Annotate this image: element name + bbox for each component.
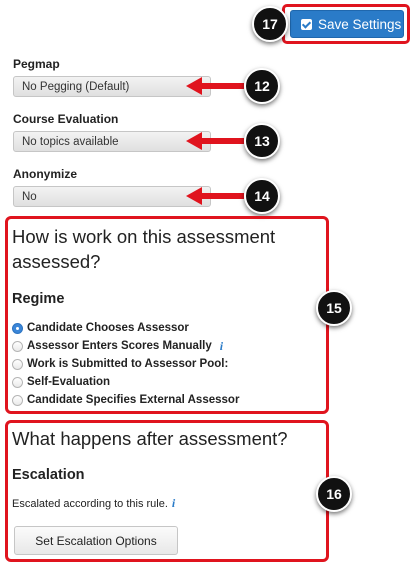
info-icon[interactable]: i (171, 496, 176, 510)
callout-16: 16 (316, 476, 352, 512)
course-evaluation-label: Course Evaluation (13, 112, 119, 126)
set-escalation-options-button[interactable] (14, 526, 178, 555)
course-evaluation-value: No topics available (22, 135, 119, 148)
regime-option-label: Candidate Specifies External Assessor (27, 394, 240, 406)
radio-button[interactable] (12, 377, 23, 388)
radio-button[interactable] (12, 395, 23, 406)
callout-14: 14 (244, 178, 280, 214)
regime-option[interactable] (12, 337, 223, 355)
regime-heading: Regime (12, 291, 65, 307)
callout-12: 12 (244, 68, 280, 104)
radio-button[interactable] (12, 359, 23, 370)
regime-option-label: Self-Evaluation (27, 376, 111, 388)
anonymize-select[interactable] (13, 186, 211, 207)
escalation-text: Escalated according to this rule. (12, 498, 168, 510)
callout-17: 17 (252, 6, 288, 42)
annotation-arrow-13 (186, 132, 244, 150)
escalation-description (12, 496, 175, 511)
pegmap-value: No Pegging (Default) (22, 80, 130, 93)
regime-option[interactable] (12, 355, 228, 373)
escalation-heading: Escalation (12, 467, 85, 483)
set-escalation-options-label: Set Escalation Options (35, 533, 157, 548)
regime-option[interactable] (12, 391, 239, 409)
regime-option[interactable] (12, 319, 189, 337)
info-icon[interactable]: i (219, 338, 224, 353)
regime-option-label: Work is Submitted to Assessor Pool: (27, 358, 229, 370)
anonymize-label: Anonymize (13, 167, 78, 181)
after-assessment-heading: What happens after assessment? (12, 428, 288, 449)
save-settings-label: Save Settings (318, 16, 402, 32)
pegmap-select[interactable] (13, 76, 211, 97)
assessment-question-heading: How is work on this assessment assessed? (12, 226, 276, 272)
callout-15: 15 (316, 290, 352, 326)
checkbox-check-icon (301, 19, 312, 30)
regime-option-label: Assessor Enters Scores Manually (27, 340, 212, 352)
anonymize-value: No (22, 190, 37, 203)
pegmap-label: Pegmap (13, 57, 60, 71)
callout-13: 13 (244, 123, 280, 159)
course-evaluation-select[interactable] (13, 131, 211, 152)
regime-option[interactable] (12, 373, 110, 391)
radio-button[interactable] (12, 341, 23, 352)
regime-option-label: Candidate Chooses Assessor (27, 322, 189, 334)
radio-button-selected[interactable] (12, 323, 23, 334)
annotation-arrow-12 (186, 77, 244, 95)
save-settings-button[interactable] (290, 10, 404, 38)
annotation-arrow-14 (186, 187, 244, 205)
